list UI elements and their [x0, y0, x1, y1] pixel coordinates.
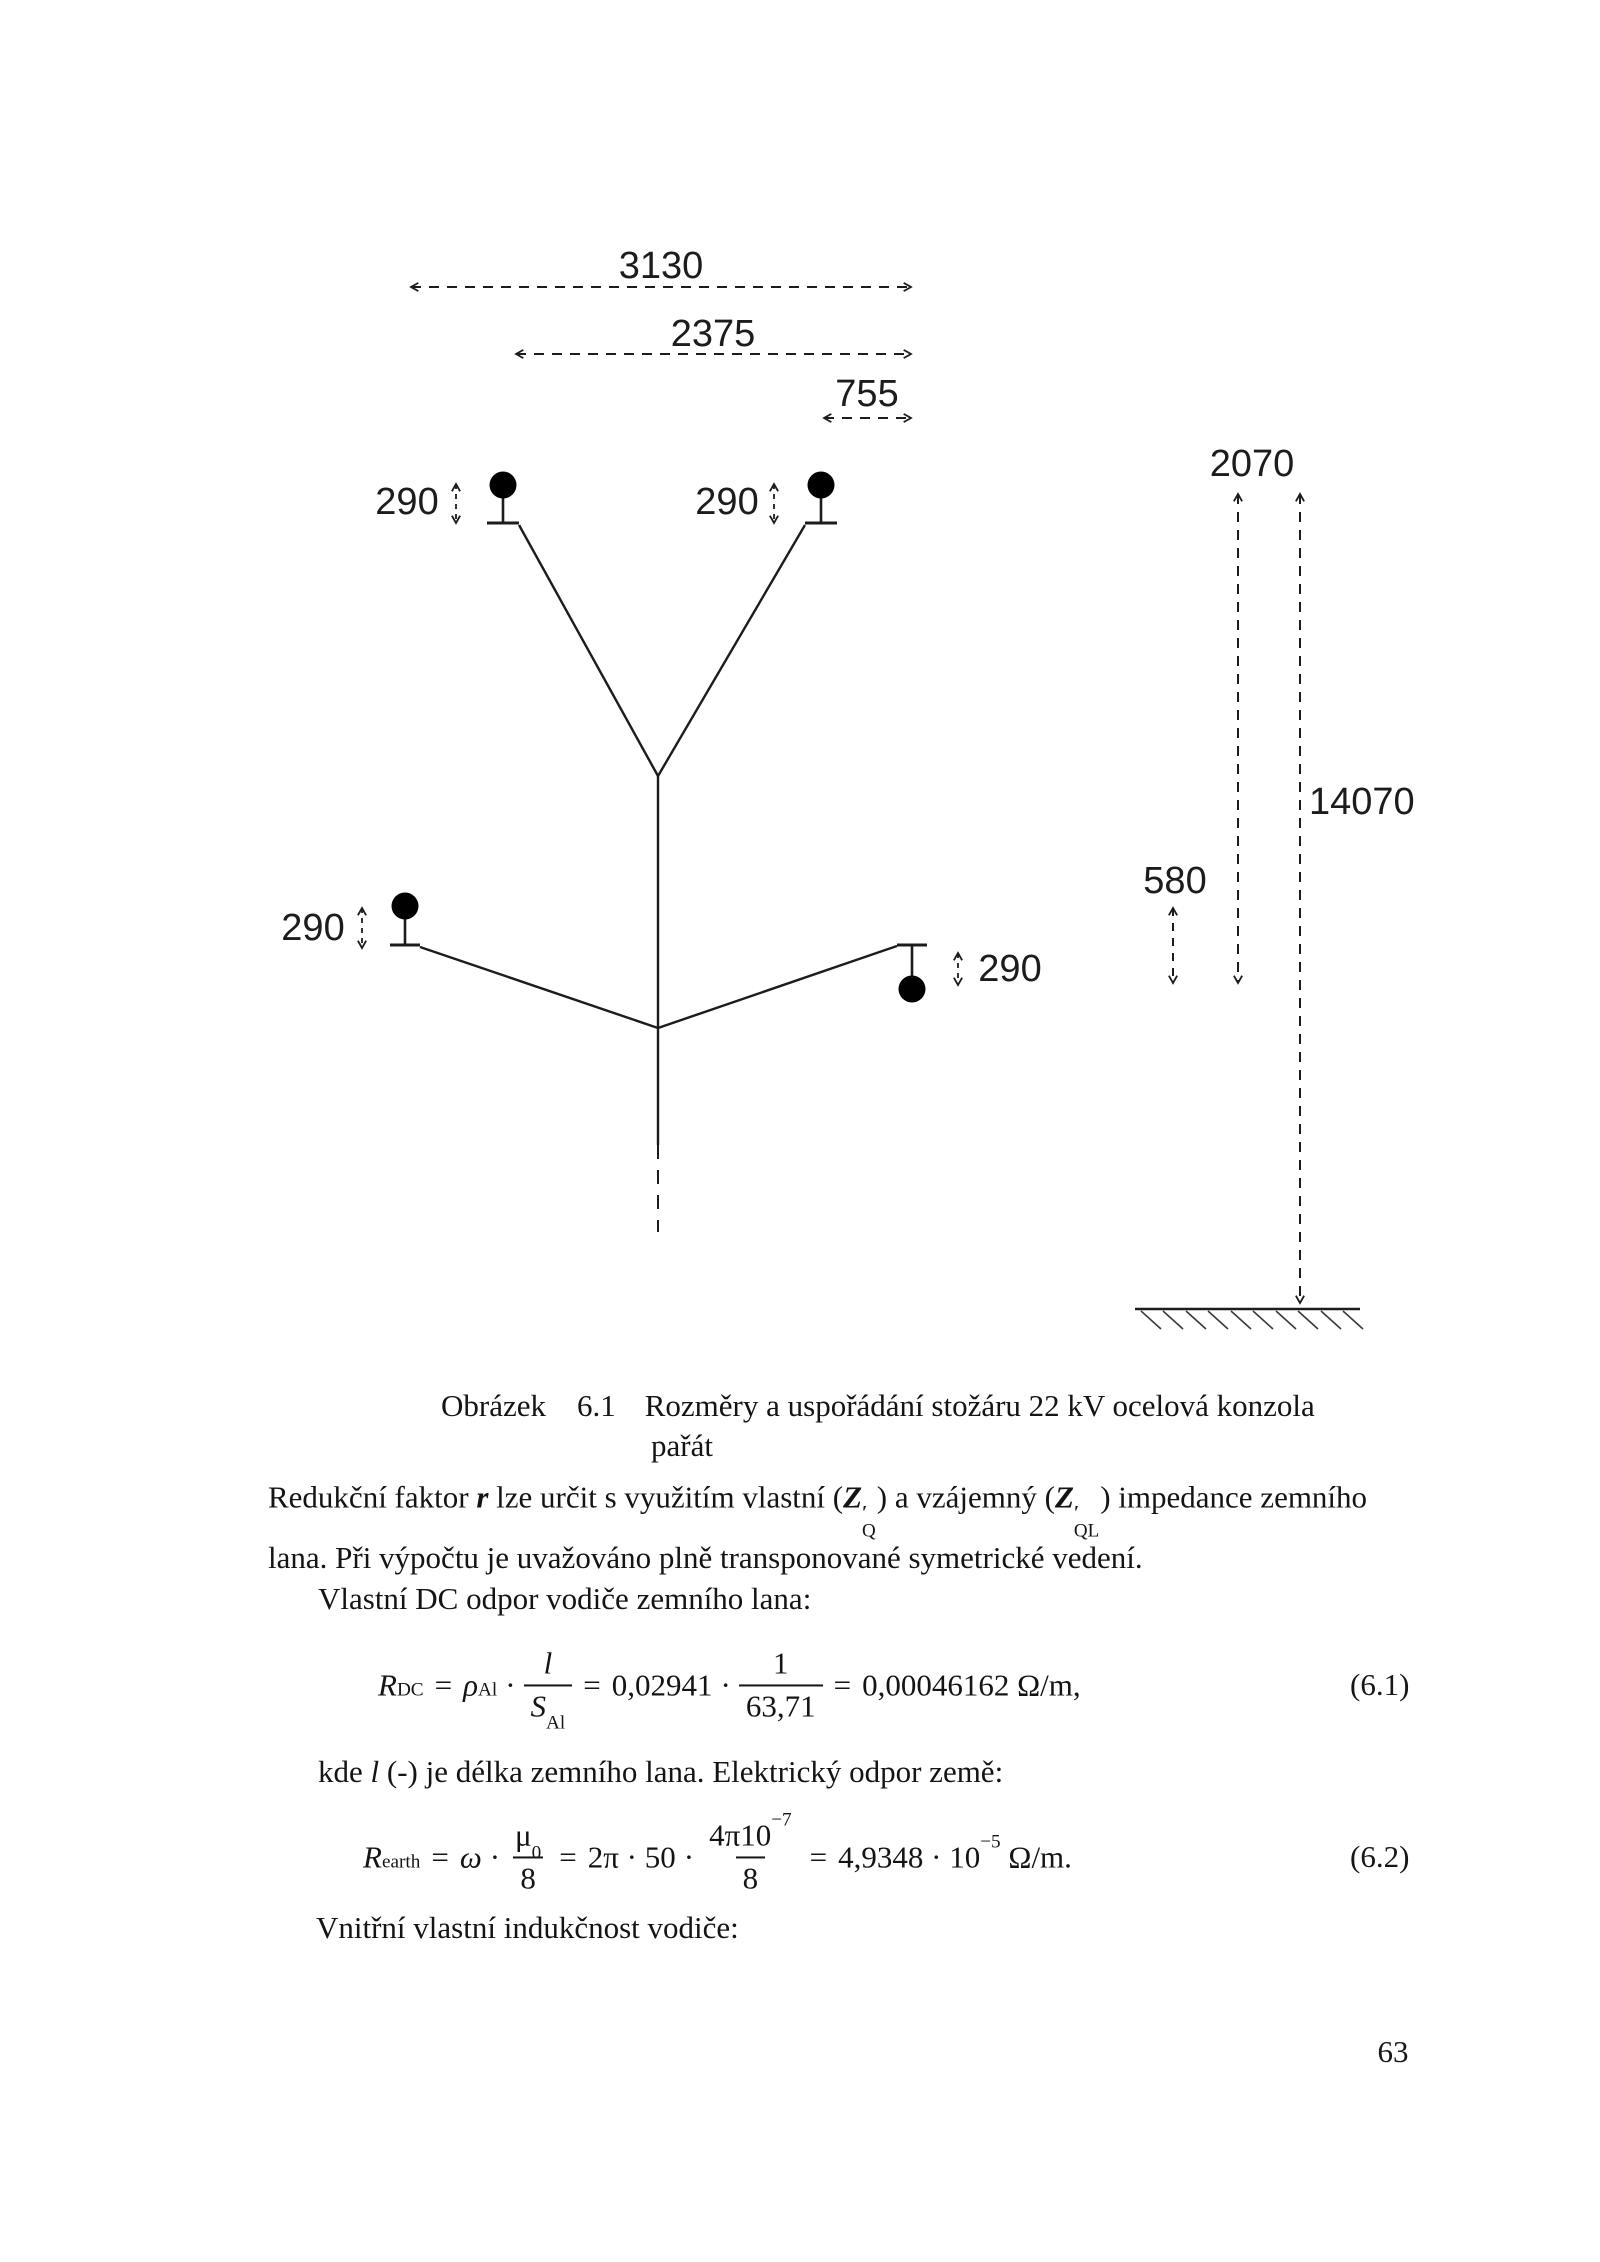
equation-6-2-number: (6.2)	[1350, 1839, 1410, 1874]
equation-6-1-number: (6.1)	[1350, 1667, 1410, 1702]
ground-hatching	[1141, 1311, 1363, 1329]
paragraph-line-1	[268, 1479, 1367, 1540]
var-z-self-affix: ′ Q	[862, 1502, 876, 1542]
var-z-mutual: Z	[1054, 1479, 1074, 1515]
fraction-4pi-over-8: $\frac{4\pi 10^{-7}}{8}$	[709, 1809, 792, 1895]
figure-caption-line-2: pařát	[651, 1428, 713, 1464]
var-R: R	[363, 1839, 382, 1874]
dim-label-crossarm-drop: 2070	[1209, 443, 1295, 485]
var-rho: ρ	[463, 1667, 478, 1702]
conductor-top-right	[808, 472, 835, 499]
equals-sign: =	[809, 1839, 828, 1874]
dim-label-mid-width: 2375	[670, 313, 756, 355]
dim-label-ins-top-right: 290	[695, 481, 759, 523]
var-r: r	[476, 1479, 489, 1515]
fraction-mu0-over-8: $\frac{\mu_0}{8}$	[515, 1817, 542, 1895]
equals-sign: =	[583, 1667, 601, 1702]
line-inductance: Vnitřní vlastní indukčnost vodiče:	[316, 1910, 739, 1946]
page-number: 63	[1377, 2034, 1409, 2069]
figure-caption-text: Rozměry a uspořádání stožáru 22 kV ocelová konzola	[644, 1388, 1315, 1424]
conductor-bottom-right	[899, 976, 926, 1003]
var-z-self: Z	[843, 1479, 863, 1515]
multiply-dot: ·	[683, 1839, 695, 1874]
line-dc-resistance: Vlastní DC odpor vodiče zemního lana:	[318, 1581, 812, 1617]
tower-arm-top-left	[519, 525, 658, 776]
value-2pi50: 2π · 50	[587, 1839, 676, 1874]
multiply-dot: ·	[489, 1839, 501, 1874]
dim-label-total-height: 14070	[1309, 781, 1415, 823]
figure-caption-line-1	[441, 1388, 1315, 1424]
var-z-mutual-affix: ′ QL	[1073, 1502, 1100, 1542]
figure-caption-label: Obrázek	[441, 1388, 546, 1424]
paragraph-text: ) impedance zemního	[1100, 1479, 1368, 1515]
dim-label-ins-bottom-left: 290	[281, 907, 345, 949]
paragraph-text: ) a vzájemný (	[876, 1479, 1055, 1515]
multiply-dot: ·	[505, 1667, 516, 1702]
tower-arm-top-right	[658, 525, 805, 776]
dim-label-ins-bottom-right: 290	[978, 948, 1042, 990]
equation-result: 0,00046162 Ω/m,	[862, 1667, 1081, 1702]
line-kde: kde l (-) je délka zemního lana. Elektrický odpor země:	[318, 1754, 1004, 1790]
dim-label-lower-drop: 580	[1143, 860, 1207, 902]
equals-sign: =	[559, 1839, 577, 1874]
paragraph-text: Redukční faktor	[268, 1479, 477, 1515]
dim-label-right-offset: 755	[835, 373, 899, 415]
fraction-1-over-area: $\frac{1}{63,71}$	[739, 1646, 823, 1723]
multiply-dot: ·	[720, 1667, 731, 1702]
conductor-top-left	[490, 472, 517, 499]
equation-6-1: R $_{DC}$ = ρ $_{Al}$ · $\frac{l}{S_{Al}}$ = 0,02941 · $\frac{1}{63,71}$ = 0,00046162 Ω/m,	[378, 1645, 1081, 1734]
fraction-l-over-S: $\frac{l}{S_{Al}}$	[524, 1646, 573, 1723]
equals-sign: =	[434, 1667, 453, 1702]
dim-label-top-width: 3130	[618, 245, 704, 287]
paragraph-text: lze určit s využitím vlastní (	[488, 1479, 844, 1515]
var-l: l	[370, 1754, 380, 1790]
paragraph-line-2: lana. Při výpočtu je uvažováno plně transponované symetrické vedení.	[268, 1540, 1143, 1576]
conductor-bottom-left	[392, 893, 419, 920]
dim-label-ins-top-left: 290	[375, 481, 439, 523]
var-omega: ω	[459, 1839, 482, 1874]
equation-6-2: R $_{earth}$ = ω · $\frac{\mu_0}{8}$ = 2π · 50 · $\frac{4\pi 10^{-7}}{8}$ = $4,9348 \cdot 10^{-5}$ Ω/m.	[363, 1809, 1072, 1895]
equals-sign: =	[431, 1839, 449, 1874]
equation-result: $4,9348 \cdot 10^{-5}$ Ω/m.	[838, 1831, 1072, 1874]
equals-sign: =	[833, 1667, 852, 1702]
value-resistivity: 0,02941	[611, 1667, 713, 1702]
tower-arm-bottom-right	[658, 946, 897, 1028]
figure-caption-number: 6.1	[577, 1388, 616, 1424]
tower-arm-bottom-left	[420, 947, 658, 1028]
var-R: R	[378, 1667, 397, 1702]
